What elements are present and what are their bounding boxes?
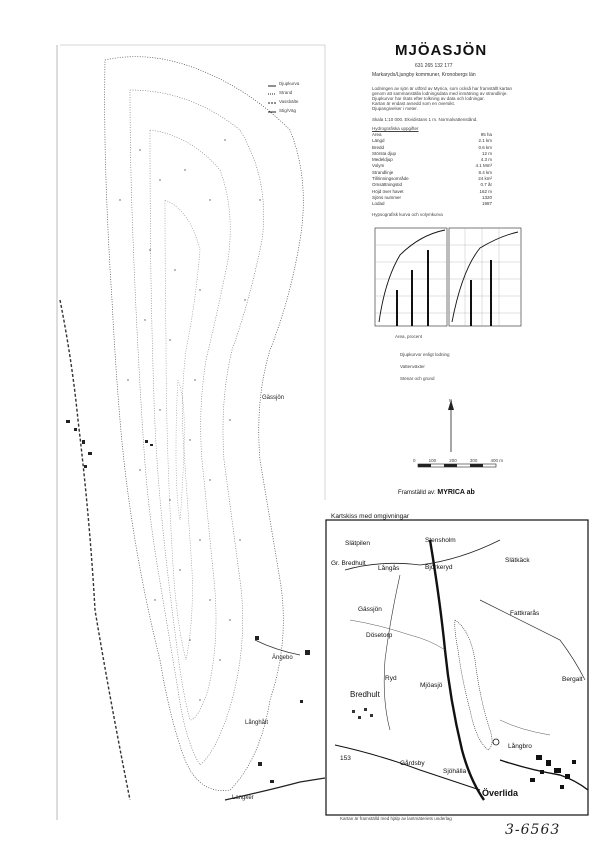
scale-ticks	[413, 458, 503, 463]
inset-place: Gårdsby	[400, 760, 425, 767]
credit-brand: MYRICA ab	[437, 489, 475, 496]
depth-contour-8m	[176, 380, 184, 520]
graph-note: Vattenväxter	[400, 364, 425, 369]
legend-item: Strand	[279, 90, 293, 95]
depth-contour-6m	[165, 200, 200, 660]
north-label: N	[449, 398, 453, 403]
legend-item: Djupkurva	[279, 81, 300, 86]
handwritten-reference: 3-6563	[505, 822, 561, 838]
lake-shoreline	[105, 57, 304, 791]
map-municipality: Markaryds/Ljungby kommuner, Kronobergs län	[372, 72, 476, 78]
inset-place: Slätkäck	[505, 557, 530, 564]
building-markers	[66, 420, 310, 783]
intro-text-block	[372, 86, 522, 111]
intro-line: Djupkurvor har ritats efter tolkning av data och lodningar.	[372, 96, 485, 101]
scale-note: Skala 1:10 000. Ekvidistans 1 m. Normalvattenstånd.	[372, 117, 478, 122]
credit-line	[398, 489, 475, 496]
inset-place: Björkeryd	[425, 564, 453, 571]
credit-label: Framställd av:	[398, 490, 436, 496]
inset-place: Gr. Bredhult	[331, 560, 366, 567]
depth-contour-4m	[150, 130, 230, 720]
inset-place: Sjöhälla	[443, 768, 467, 775]
stat-row: Strandlinje 8.4 km	[372, 169, 492, 175]
stat-row: Volym 4.1 Mm³	[372, 163, 492, 169]
graph-xlabel: Area, procent	[395, 334, 423, 339]
stats-table	[372, 126, 492, 208]
stat-row: Höjd över havet 162 m	[372, 188, 492, 194]
inset-place: Stensholm	[425, 537, 456, 544]
inset-place: Slätpilen	[345, 540, 370, 547]
legend-item: Vassbälte	[279, 99, 299, 104]
map-label: Långhålt	[245, 720, 269, 726]
inset-place: Gässjön	[358, 606, 382, 613]
stat-row: Sjöns nummer 1320	[372, 194, 492, 200]
map-title: MJÖASJÖN	[395, 42, 488, 59]
inset-title: Kartskiss med omgivningar	[331, 513, 410, 520]
hypsographic-chart	[375, 228, 521, 326]
stat-row: Omsättningstid 0.7 år	[372, 182, 492, 188]
stat-row: Bredd 0.6 km	[372, 144, 492, 150]
inset-footer: Kartan är framställd med hjälp av lantmäteriets underlag	[340, 816, 452, 821]
stat-row: Största djup 12 m	[372, 150, 492, 156]
north-arrow	[448, 400, 454, 452]
scale-tick: 400 m	[490, 458, 503, 463]
inset-place: Långbro	[508, 743, 532, 750]
legend-item: Stig/Väg	[279, 108, 297, 113]
map-label: Langker	[232, 795, 254, 801]
scale-tick: 100	[428, 458, 437, 463]
intro-line: Djupangivelser i meter.	[372, 106, 418, 111]
stat-row: Längd 2.1 km	[372, 138, 492, 144]
scale-tick: 0	[413, 458, 416, 463]
map-label: Ängebo	[272, 655, 293, 661]
intro-line: Lodningen av sjön är utförd av Myrica, som också har framställt kartan	[372, 86, 513, 91]
stats-title: Hydrografiska uppgifter	[372, 126, 419, 131]
graph-notes	[400, 352, 450, 388]
inset-road-number: 153	[340, 755, 351, 762]
inset-place: Mjöasjö	[420, 682, 443, 689]
legend	[279, 81, 299, 117]
graph-note: Stenar och grund	[400, 376, 435, 381]
stat-row: Medeldjup 4.3 m	[372, 157, 492, 163]
intro-line: genom att sammanställa lodningsdata med inmätning av strandlinje.	[372, 91, 508, 96]
stat-row: Lodad 1987	[372, 201, 492, 207]
inset-place: Bredhult	[350, 690, 380, 699]
map-label: Gässjön	[262, 395, 285, 401]
scale-tick: 300	[469, 458, 478, 463]
scale-bar	[418, 464, 496, 467]
road-dashed-line	[60, 300, 130, 800]
inset-place: Fattkrarås	[510, 610, 540, 617]
inset-place-major: Överlida	[482, 788, 519, 798]
map-id: 631 265 132 177	[415, 63, 453, 69]
inset-place: Dösetorp	[366, 632, 393, 639]
scale-tick: 200	[449, 458, 457, 463]
stat-row: Area 95 ha	[372, 132, 492, 137]
inset-place: Bergalt	[562, 676, 583, 683]
inset-place: Långås	[378, 565, 400, 572]
inset-place: Ryd	[385, 675, 397, 682]
legend-markers	[268, 86, 276, 112]
graph-caption: Hypsografisk kurva och volymkurva	[372, 212, 443, 217]
road-village	[255, 640, 300, 655]
intro-line: Kartan är endast avsedd som en översikt.	[372, 101, 456, 106]
graph-note: Djupkurvor enligt lodning	[400, 352, 450, 357]
stat-row: Tillrinningsområde 24 km²	[372, 176, 492, 182]
